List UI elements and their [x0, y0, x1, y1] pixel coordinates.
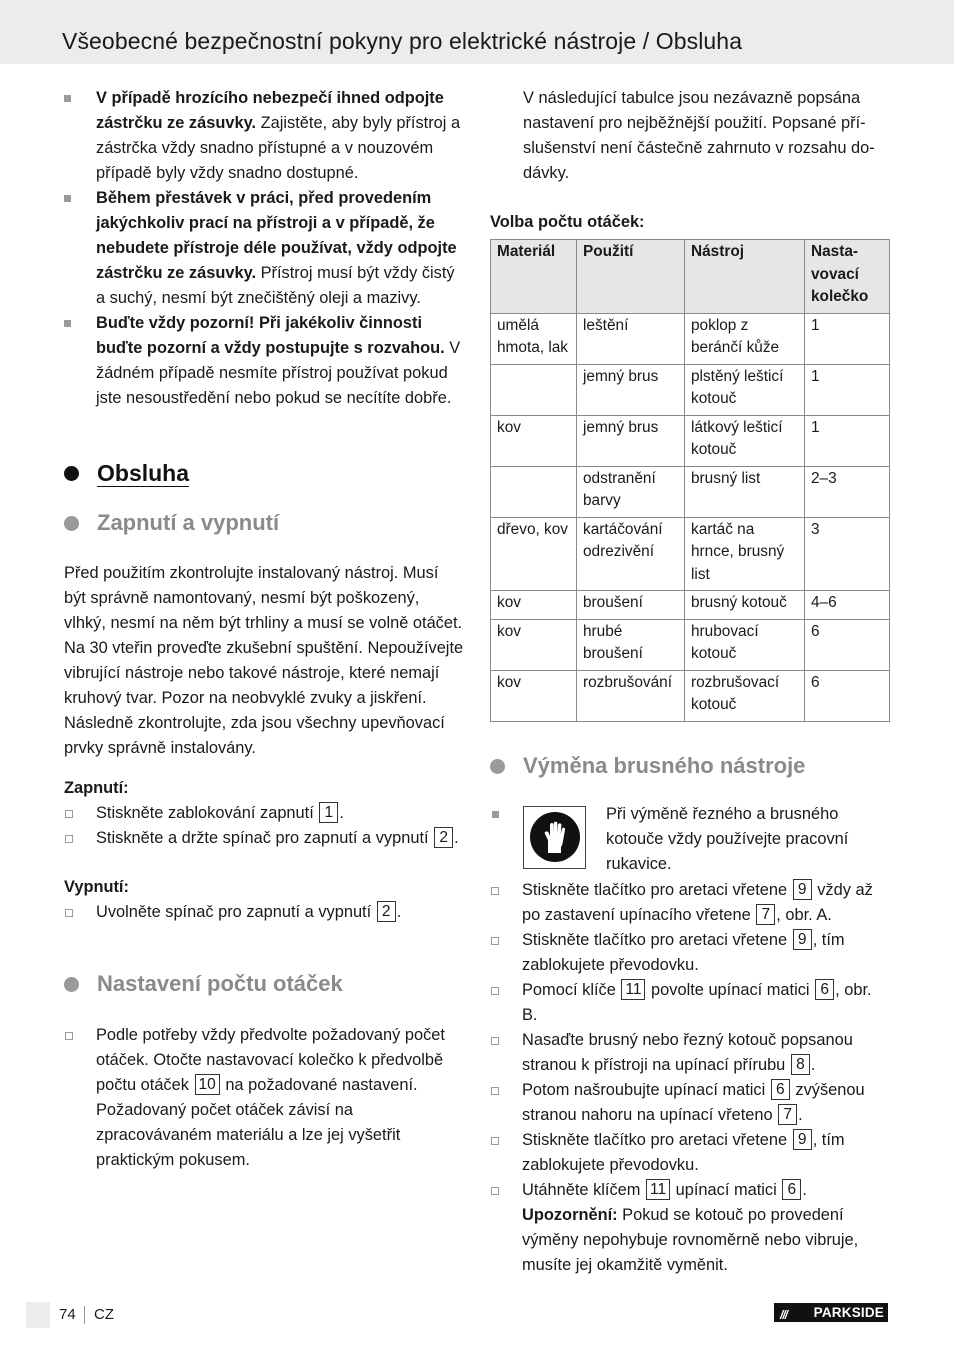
table-cell: jemný brus	[577, 364, 685, 415]
step-item	[64, 826, 464, 851]
table-cell: broušení	[577, 591, 685, 620]
gloves-text: Při výměně řezného a brusného kotouče vždy používejte pracovní rukavice.	[606, 804, 849, 873]
section-heading-obsluha	[64, 459, 464, 487]
part-ref: 11	[646, 1179, 670, 1200]
table-row	[491, 313, 890, 364]
step-text: .	[810, 1055, 816, 1074]
checkbox-bullet-icon	[491, 1087, 499, 1095]
step-text: Potom našroubujte upínací matici	[522, 1080, 766, 1099]
table-row	[491, 466, 890, 517]
table-cell: brusný kotouč	[685, 591, 805, 620]
bullet-dot-icon	[64, 516, 79, 531]
part-ref: 10	[195, 1074, 220, 1095]
checkbox-bullet-icon	[491, 1137, 499, 1145]
bullet-text: Zajistěte, aby byly přístroj a zástrčka vždy snadno přístupné a v nouzovém případě byly vždy snadno dostupné.	[96, 114, 461, 182]
table-cell: kov	[491, 619, 577, 670]
step-text: .	[396, 903, 402, 921]
checkbox-bullet-icon	[491, 937, 499, 945]
part-ref: 9	[793, 1129, 812, 1150]
table-cell: rozbrušovací kotouč	[685, 670, 805, 721]
step-text: Stiskněte a držte spínač pro zapnutí a vypnutí	[96, 829, 429, 847]
footer-tab	[26, 1302, 50, 1328]
step-text: , tím zablokujete převodovku.	[522, 930, 845, 974]
bullet-bold: V případě hrozícího nebezpečí ihned odpojte zástrčku ze zásuvky.	[96, 89, 444, 132]
intro-paragraph: V následující tabulce jsou nezávazně popsána nastavení pro nejběžnější použití. Popsané příslušenství není částečně zahrnuto v rozsahu dodávky.	[523, 89, 875, 182]
step-text: Stiskněte tlačítko pro aretaci vřetene	[522, 1130, 788, 1149]
bullet-text: V žádném případě nesmíte přístroj používat pokud jste nesoustředění nebo pokud se necítíte dobře.	[96, 339, 461, 407]
part-ref: 6	[771, 1079, 790, 1100]
step-text: vždy až po zastavení upínacího vřetene	[522, 880, 873, 924]
bullet-unplug	[64, 86, 464, 186]
bullet-attention	[64, 311, 464, 411]
step-text: Stiskněte tlačítko pro aretaci vřetene	[522, 880, 788, 899]
part-ref: 7	[778, 1104, 797, 1125]
step-text: zvýšenou stranou nahoru na upínací vřeteno	[522, 1080, 865, 1124]
table-cell: 2–3	[805, 466, 890, 517]
step-item	[64, 1023, 464, 1173]
table-row	[491, 619, 890, 670]
checkbox-bullet-icon	[65, 1032, 73, 1040]
square-bullet-icon	[492, 811, 499, 818]
table-row	[491, 364, 890, 415]
table-header: Materiál	[491, 240, 577, 314]
step-text: , obr. B.	[522, 980, 872, 1024]
checkbox-bullet-icon	[491, 1187, 499, 1195]
part-ref: 9	[793, 879, 812, 900]
bullet-breaks	[64, 186, 464, 311]
part-ref: 8	[791, 1054, 810, 1075]
section-heading-zapnuti	[64, 509, 464, 537]
heading-label: Nastavení počtu otáček	[97, 971, 343, 996]
table-cell: plstěný lešticí kotouč	[685, 364, 805, 415]
step-text: Uvolněte spínač pro zapnutí a vypnutí	[96, 903, 372, 921]
table-cell: 1	[805, 313, 890, 364]
page-number: 74	[59, 1306, 76, 1323]
heading-label: Obsluha	[97, 460, 190, 486]
part-ref: 7	[756, 904, 775, 925]
step-item	[490, 1078, 890, 1128]
table-cell: umělá hmota, lak	[491, 313, 577, 364]
part-ref: 6	[782, 1179, 801, 1200]
part-ref: 11	[621, 979, 645, 1000]
step-item	[490, 978, 890, 1028]
table-cell: kov	[491, 591, 577, 620]
checkbox-bullet-icon	[491, 1037, 499, 1045]
bullet-dot-icon	[490, 759, 505, 774]
step-text: Stiskněte tlačítko pro aretaci vřetene	[522, 930, 788, 949]
table-cell: 6	[805, 670, 890, 721]
checkbox-bullet-icon	[491, 887, 499, 895]
table-cell: kov	[491, 415, 577, 466]
footer-divider	[84, 1306, 85, 1324]
note-label: Upozornění:	[522, 1205, 618, 1224]
table-cell: poklop z beránčí kůže	[685, 313, 805, 364]
part-ref: 6	[815, 979, 834, 1000]
step-text: na požadované nastavení. Požadovaný počet otáček závisí na zpracovávaném materiálu a lze jej vyšetřit praktickým pokusem.	[96, 1076, 418, 1169]
checkbox-bullet-icon	[491, 987, 499, 995]
step-text: .	[454, 829, 459, 847]
step-item	[490, 928, 890, 978]
part-ref: 2	[377, 901, 396, 922]
table-row	[491, 517, 890, 591]
table-cell: 6	[805, 619, 890, 670]
step-item	[490, 1128, 890, 1178]
page-header	[0, 0, 954, 64]
table-cell: odstranění barvy	[577, 466, 685, 517]
table-label: Volba počtu otáček:	[490, 213, 645, 231]
table-header-row	[491, 240, 890, 314]
left-column	[64, 86, 464, 1173]
logo-text: PARKSIDE	[813, 1305, 884, 1320]
table-cell: jemný brus	[577, 415, 685, 466]
step-text: .	[802, 1180, 807, 1199]
table-cell: 1	[805, 364, 890, 415]
note-text: Pokud se kotouč po provedení výměny nepohybuje rovnoměrně nebo vibruje, musíte jej okamžitě vyměnit.	[522, 1205, 859, 1274]
zapnuti-paragraph: Před použitím zkontrolujte instalovaný nástroj. Musí být správně namontovaný, nesmí být poškozený, vlhký, nesmí na něm být trhliny a musí se volně otáčet. Na 30 vteřin proveďte zkušební spuštění. Nepoužívejte vibrující nástroje nebo takové nástroje, které nemají kruhový tvar. Pozor na neobvyklé zvuky a jiskření. Následně zkontrolujte, zda jsou všechny upevňovací prvky správně instalovány.	[64, 564, 464, 757]
heading-label: Výměna brusného nástroje	[523, 752, 806, 778]
step-text: upínací matici	[671, 1180, 777, 1199]
table-cell: dřevo, kov	[491, 517, 577, 591]
step-text: povolte upínací matici	[646, 980, 810, 999]
step-text: Podle potřeby vždy předvolte požadovaný počet otáček. Otočte nastavovací kolečko k předvolbě počtu otáček	[96, 1026, 445, 1094]
checkbox-bullet-icon	[65, 835, 73, 843]
step-text: , obr. A.	[776, 905, 832, 924]
vypnuti-label: Vypnutí:	[64, 878, 129, 896]
step-text: .	[798, 1105, 803, 1124]
square-bullet-icon	[64, 195, 71, 202]
language-code: CZ	[94, 1306, 114, 1323]
right-column	[490, 86, 890, 1278]
bullet-text: Přístroj musí být vždy čistý a suchý, nesmí být znečištěný oleji a mazivy.	[96, 264, 455, 307]
bullet-bold: Buďte vždy pozorní! Při jakékoliv činnosti buďte pozorní a vždy postupujte s rozvahou.	[96, 314, 445, 357]
section-heading-nastaveni	[64, 970, 464, 998]
table-cell: rozbrušování	[577, 670, 685, 721]
zapnuti-label: Zapnutí:	[64, 779, 129, 797]
gloves-icon	[523, 806, 586, 869]
table-header: Použití	[577, 240, 685, 314]
square-bullet-icon	[64, 320, 71, 327]
step-text: .	[339, 804, 344, 822]
step-item	[64, 801, 464, 826]
part-ref: 2	[434, 827, 453, 848]
bullet-dot-icon	[64, 466, 79, 481]
table-row	[491, 670, 890, 721]
step-text: , tím zablokujete převodovku.	[522, 1130, 845, 1174]
step-item	[490, 878, 890, 928]
table-row	[491, 591, 890, 620]
table-cell: 3	[805, 517, 890, 591]
table-cell: 1	[805, 415, 890, 466]
checkbox-bullet-icon	[65, 909, 73, 917]
step-text: Stiskněte zablokování zapnutí	[96, 804, 314, 822]
table-cell: kartáč na hrnce, brusný list	[685, 517, 805, 591]
table-cell: 4–6	[805, 591, 890, 620]
table-cell: leštění	[577, 313, 685, 364]
step-item	[490, 1028, 890, 1078]
logo-stripes-icon: ///	[780, 1308, 788, 1322]
table-cell: hrubé broušení	[577, 619, 685, 670]
step-text: Nasaďte brusný nebo řezný kotouč popsanou stranou k přístroji na upínací přírubu	[522, 1030, 853, 1074]
table-cell	[491, 466, 577, 517]
bullet-dot-icon	[64, 977, 79, 992]
bullet-bold: Během přestávek v práci, před provedením jakýchkoliv prací na přístroji a v případě, že nebudete přístroje déle používat, vždy odpojte zástrčku ze zásuvky.	[96, 189, 457, 282]
table-cell: kov	[491, 670, 577, 721]
section-heading-vymena	[490, 752, 890, 780]
page-title: Všeobecné bezpečnostní pokyny pro elektrické nástroje / Obsluha	[62, 28, 743, 54]
table-cell: brusný list	[685, 466, 805, 517]
step-text: Utáhněte klíčem	[522, 1180, 641, 1199]
part-ref: 9	[793, 929, 812, 950]
speed-table	[490, 239, 890, 722]
checkbox-bullet-icon	[65, 810, 73, 818]
parkside-logo	[774, 1303, 888, 1322]
square-bullet-icon	[64, 95, 71, 102]
gloves-notice	[490, 802, 890, 878]
step-item	[64, 900, 464, 925]
table-cell: kartáčování odrezivění	[577, 517, 685, 591]
table-cell: látkový lešticí kotouč	[685, 415, 805, 466]
table-header: Nastavovací kolečko	[805, 240, 890, 314]
table-header: Nástroj	[685, 240, 805, 314]
table-cell	[491, 364, 577, 415]
step-text: Pomocí klíče	[522, 980, 616, 999]
step-item	[490, 1178, 890, 1278]
table-cell: hrubovací kotouč	[685, 619, 805, 670]
part-ref: 1	[319, 802, 338, 823]
table-row	[491, 415, 890, 466]
heading-label: Zapnutí a vypnutí	[97, 510, 280, 535]
